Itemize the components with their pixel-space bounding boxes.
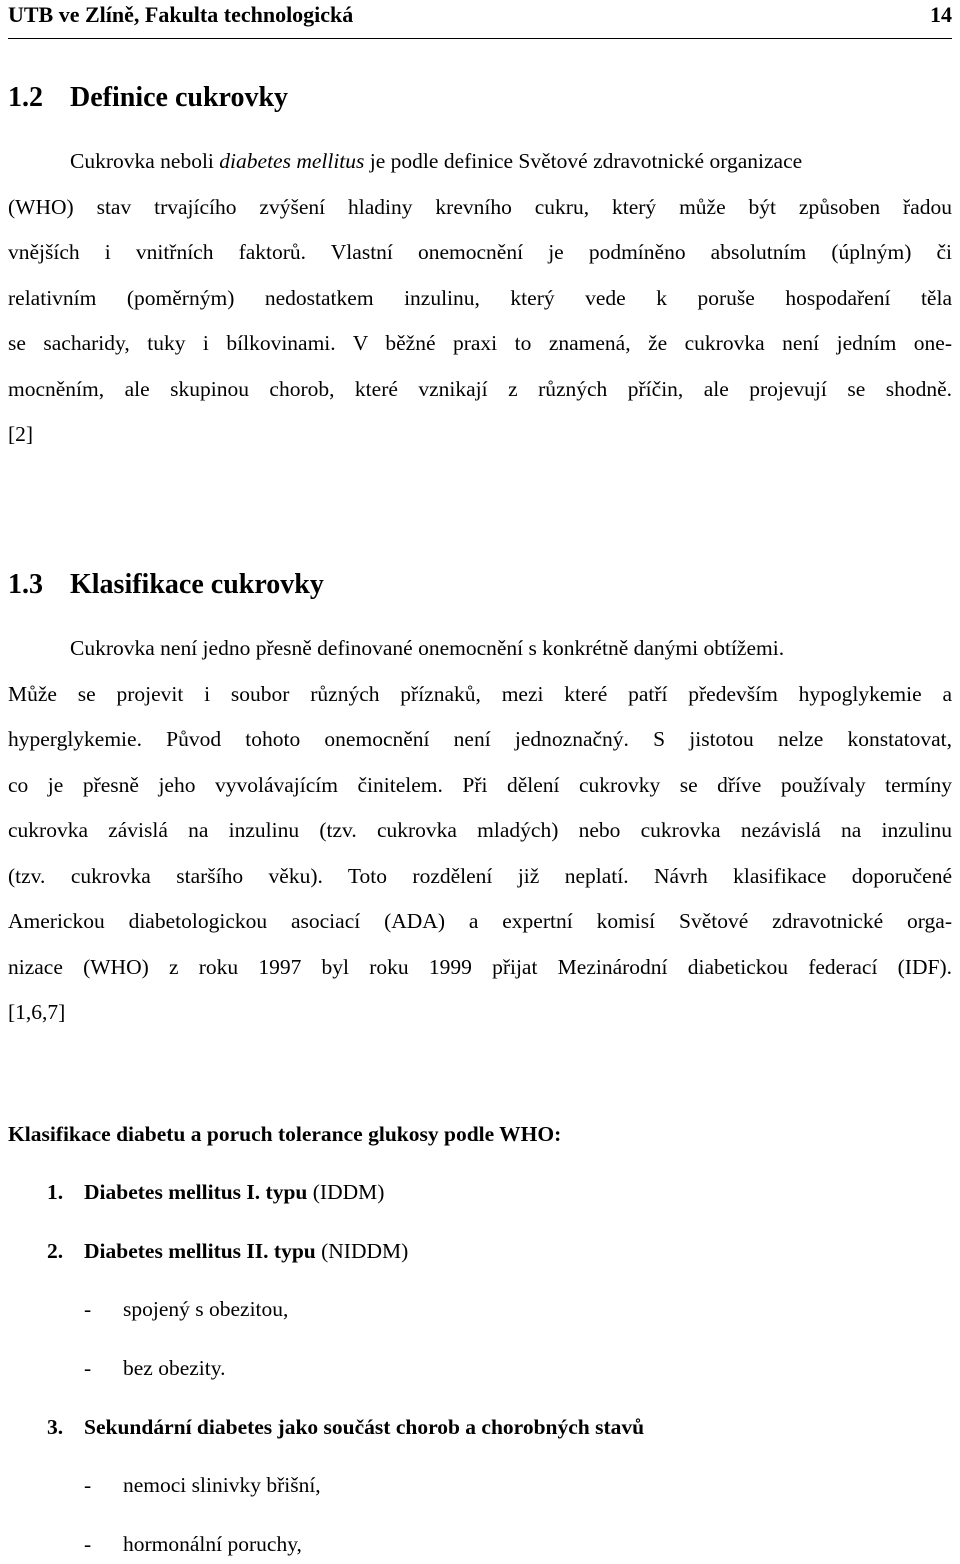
section-heading-1-3: [8, 569, 324, 601]
list-item: [47, 1415, 644, 1440]
sub-list-item: [84, 1532, 302, 1557]
section-number: 1.3: [8, 569, 43, 600]
dash-bullet: -: [84, 1532, 92, 1556]
page-header: [8, 0, 952, 39]
sub-item-text: bez obezity.: [123, 1356, 226, 1380]
header-title: UTB ve Zlíně, Fakulta technologická: [8, 2, 354, 27]
latin-term: diabetes mellitus: [219, 149, 365, 173]
sub-list-item: [84, 1356, 225, 1381]
paragraph-line: co je přesně jeho vyvolávajícím činitelem. Při dělení cukrovky se dříve používaly termíny: [8, 772, 952, 797]
list-number: 3.: [47, 1415, 64, 1439]
paragraph-line: Cukrovka není jedno přesně definované onemocnění s konkrétně danými obtížemi.: [70, 636, 785, 660]
paragraph-line: Může se projevit i soubor různých příznaků, mezi které patří především hypoglykemie a: [8, 681, 952, 706]
paragraph-line: cukrovka závislá na inzulinu (tzv. cukrovka mladých) nebo cukrovka nezávislá na inzulinu: [8, 818, 952, 842]
section-number: 1.2: [8, 82, 43, 113]
text-run: je podle definice Světové zdravotnické organizace: [364, 149, 803, 173]
list-item-title: Diabetes mellitus I. typu: [84, 1180, 308, 1204]
list-item-title: Diabetes mellitus II. typu: [84, 1239, 316, 1263]
text-run: Cukrovka neboli: [70, 149, 220, 173]
section-title: Klasifikace cukrovky: [70, 569, 324, 600]
sub-item-text: hormonální poruchy,: [123, 1532, 302, 1556]
paragraph-line: [8, 139, 952, 185]
classification-paragraph: [8, 626, 952, 1036]
paragraph-line: relativním (poměrným) nedostatkem inzulinu, který vede k poruše hospodaření těla: [8, 285, 952, 310]
list-item-title: Sekundární diabetes jako součást chorob a chorobných stavů: [84, 1415, 645, 1439]
list-item-abbr: (NIDDM): [315, 1239, 409, 1263]
list-number: 2.: [47, 1239, 64, 1263]
page-number: 14: [930, 2, 952, 27]
dash-bullet: -: [84, 1297, 92, 1321]
sub-item-text: spojený s obezitou,: [123, 1297, 289, 1321]
paragraph-line: vnějších i vnitřních faktorů. Vlastní onemocnění je podmíněno absolutním (úplným) či: [8, 240, 952, 264]
paragraph-line: (WHO) stav trvajícího zvýšení hladiny krevního cukru, který může být způsoben řadou: [8, 194, 952, 219]
list-number: 1.: [47, 1180, 64, 1204]
section-heading-1-2: [8, 82, 288, 114]
paragraph-line: nizace (WHO) z roku 1997 byl roku 1999 přijat Mezinárodní diabetickou federací (IDF).: [8, 954, 952, 979]
paragraph-line: hyperglykemie. Původ tohoto onemocnění není jednoznačný. S jistotou nelze konstatovat,: [8, 727, 952, 751]
paragraph-line: se sacharidy, tuky i bílkovinami. V běžné praxi to znamená, že cukrovka není jedním one-: [8, 331, 952, 355]
paragraph-line: (tzv. cukrovka staršího věku). Toto rozdělení již neplatí. Návrh klasifikace doporučené: [8, 863, 952, 888]
paragraph-line: Americkou diabetologickou asociací (ADA) a expertní komisí Světové zdravotnické orga-: [8, 909, 952, 933]
section-title: Definice cukrovky: [70, 82, 289, 113]
sub-list-item: [84, 1297, 288, 1322]
list-item: [47, 1180, 384, 1205]
citation: [2]: [8, 422, 34, 446]
classification-heading: Klasifikace diabetu a poruch tolerance glukosy podle WHO:: [8, 1122, 562, 1146]
sub-item-text: nemoci slinivky břišní,: [123, 1473, 321, 1497]
dash-bullet: -: [84, 1473, 92, 1497]
dash-bullet: -: [84, 1356, 92, 1380]
sub-list-item: [84, 1473, 321, 1498]
definition-paragraph: [8, 139, 952, 458]
list-item-abbr: (IDDM): [307, 1180, 385, 1204]
paragraph-line: mocněním, ale skupinou chorob, které vznikají z různých příčin, ale projevují se shodně.: [8, 376, 952, 401]
list-item: [47, 1239, 408, 1264]
citation: [1,6,7]: [8, 1000, 66, 1024]
